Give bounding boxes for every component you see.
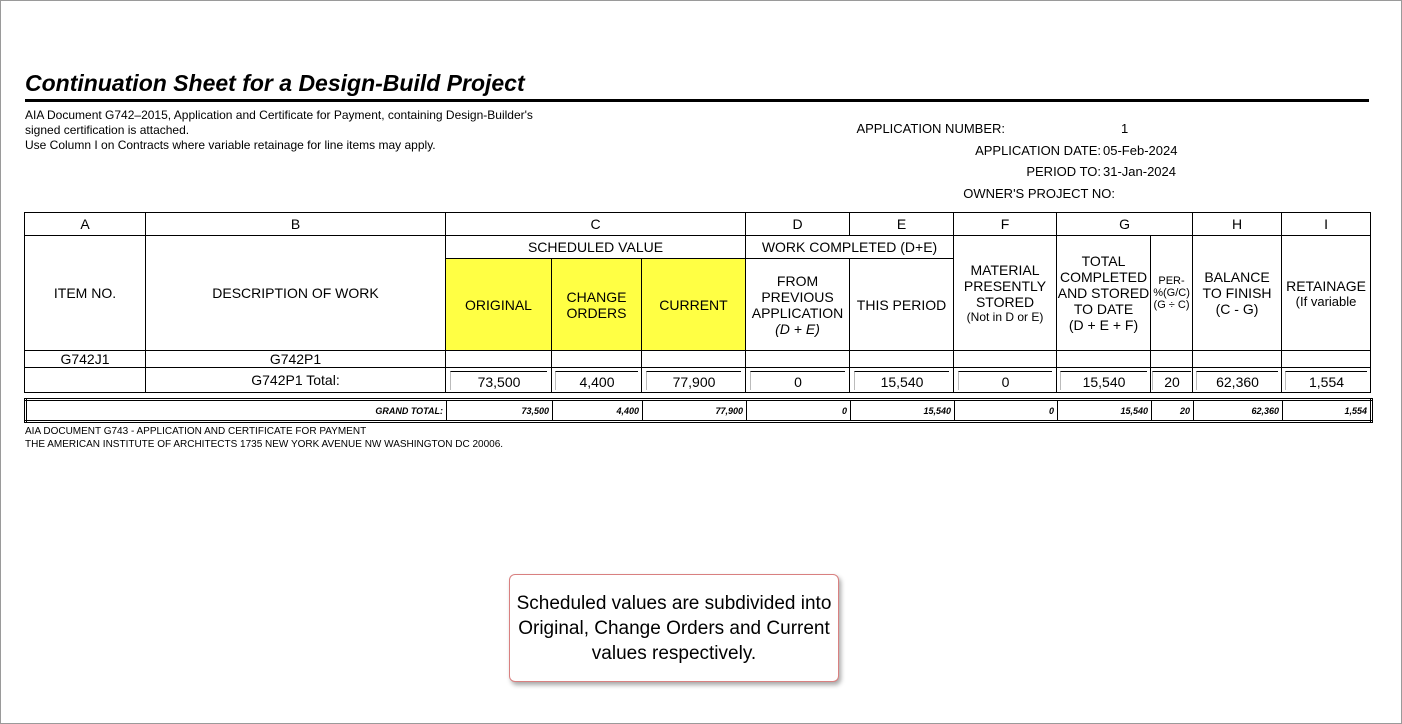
- col-letter-d: D: [746, 213, 850, 236]
- table-row-total: [25, 368, 1371, 393]
- application-number-label: APPLICATION NUMBER:: [856, 121, 1005, 136]
- row-description: G742P1: [146, 351, 446, 368]
- row-change-orders: 4,400: [555, 371, 638, 390]
- application-date-row: [881, 143, 1211, 165]
- retainage-line-1: RETAINAGE: [1286, 277, 1366, 294]
- header-total-completed: [1057, 236, 1151, 351]
- retainage-line-2: (If variable: [1295, 293, 1357, 309]
- row-total-completed: 15,540: [1060, 371, 1147, 390]
- application-date-label: APPLICATION DATE:: [975, 142, 1101, 158]
- row-balance: 62,360: [1196, 371, 1278, 390]
- intro-line-1: AIA Document G742–2015, Application and Certificate for Payment, containing Design-Builder's: [25, 108, 533, 122]
- header-current: CURRENT: [642, 259, 746, 351]
- grand-total-current: 77,900: [643, 400, 747, 422]
- row-current: 77,900: [646, 371, 742, 390]
- grand-total-label: GRAND TOTAL:: [26, 400, 447, 422]
- total-line-2: AND STORED: [1057, 285, 1150, 301]
- header-retainage: [1282, 236, 1371, 351]
- row-original: 73,500: [450, 371, 548, 390]
- column-letters-row: [25, 213, 1371, 236]
- page-title: Continuation Sheet for a Design-Build Project: [25, 69, 1369, 102]
- grand-total-from-previous: 0: [747, 400, 851, 422]
- header-this-period: THIS PERIOD: [850, 259, 954, 351]
- period-to-row: [881, 164, 1211, 186]
- total-line-0: TOTAL: [1081, 253, 1126, 269]
- col-letter-b: B: [146, 213, 446, 236]
- header-original: ORIGINAL: [446, 259, 552, 351]
- intro-text: [25, 108, 665, 153]
- footer-line-2: THE AMERICAN INSTITUTE OF ARCHITECTS 1735 NEW YORK AVENUE NW WASHINGTON DC 20006.: [25, 439, 504, 450]
- balance-line-3: (C - G): [1215, 301, 1259, 317]
- header-balance: [1193, 236, 1282, 351]
- col-letter-h: H: [1193, 213, 1282, 236]
- header-from-previous: [746, 259, 850, 351]
- percent-line-2: %(G/C): [1153, 287, 1190, 299]
- header-material-stored: [954, 236, 1057, 351]
- col-letter-f: F: [954, 213, 1057, 236]
- grand-total-row: [26, 400, 1372, 422]
- grand-total-completed: 15,540: [1058, 400, 1152, 422]
- header-scheduled-value: SCHEDULED VALUE: [446, 236, 746, 259]
- period-to-label: PERIOD TO:: [1026, 164, 1101, 179]
- header-work-completed: WORK COMPLETED (D+E): [746, 236, 954, 259]
- table-row: [25, 351, 1371, 368]
- row-material-stored: 0: [958, 371, 1053, 390]
- col-letter-i: I: [1282, 213, 1371, 236]
- period-to-value: 31-Jan-2024: [1103, 164, 1176, 179]
- grand-total-change-orders: 4,400: [553, 400, 643, 422]
- grand-total-percent: 20: [1152, 400, 1194, 422]
- row-total-label: G742P1 Total:: [146, 368, 446, 393]
- row-percent: 20: [1152, 371, 1191, 390]
- percent-line-3: (G ÷ C): [1153, 299, 1190, 311]
- row-item-no: G742J1: [25, 351, 146, 368]
- intro-line-3: Use Column I on Contracts where variable retainage for line items may apply.: [25, 138, 436, 152]
- grand-total-material-stored: 0: [955, 400, 1058, 422]
- footer-line-1: AIA DOCUMENT G743 - APPLICATION AND CERTIFICATE FOR PAYMENT: [25, 426, 367, 437]
- header-percent: [1151, 236, 1193, 351]
- col-letter-e: E: [850, 213, 954, 236]
- header-description: DESCRIPTION OF WORK: [146, 236, 446, 351]
- total-line-1: COMPLETED: [1059, 269, 1148, 285]
- owners-project-row: [881, 186, 1211, 208]
- grand-total-table: [24, 398, 1373, 423]
- total-line-3: TO DATE: [1073, 301, 1134, 317]
- header-change-orders: [552, 259, 642, 351]
- from-prev-line-2: PREVIOUS: [761, 288, 834, 305]
- continuation-table: [24, 212, 1371, 393]
- intro-line-2: signed certification is attached.: [25, 123, 190, 137]
- footer-text: [25, 425, 725, 451]
- header-item-no: ITEM NO.: [25, 236, 146, 351]
- material-line-1: MATERIAL: [970, 262, 1040, 278]
- material-line-2: PRESENTLY: [963, 278, 1047, 294]
- from-prev-line-1: FROM: [776, 272, 819, 289]
- percent-line-1: PER-: [1158, 275, 1185, 287]
- grand-total-balance: 62,360: [1194, 400, 1283, 422]
- callout-note: [509, 574, 839, 682]
- from-prev-line-3: APPLICATION: [751, 304, 844, 321]
- owners-project-label: OWNER'S PROJECT NO:: [963, 185, 1115, 201]
- from-prev-line-4: (D + E): [775, 320, 820, 337]
- group-header-row: [25, 236, 1371, 259]
- col-letter-g: G: [1057, 213, 1193, 236]
- grand-total-original: 73,500: [447, 400, 553, 422]
- material-line-3: STORED: [975, 294, 1035, 310]
- application-number-row: [856, 121, 1211, 143]
- grand-total-this-period: 15,540: [851, 400, 955, 422]
- col-letter-a: A: [25, 213, 146, 236]
- row-retainage: 1,554: [1285, 371, 1367, 390]
- change-orders-line-1: CHANGE: [566, 288, 627, 305]
- change-orders-line-2: ORDERS: [566, 304, 627, 321]
- material-line-4: (Not in D or E): [966, 310, 1044, 324]
- row-this-period: 15,540: [854, 371, 950, 390]
- grand-total-retainage: 1,554: [1283, 400, 1372, 422]
- row-from-previous: 0: [750, 371, 846, 390]
- application-number-value: 1: [1121, 121, 1129, 136]
- application-meta: [856, 121, 1211, 207]
- total-line-4: (D + E + F): [1068, 317, 1139, 333]
- balance-line-1: BALANCE: [1204, 269, 1270, 285]
- col-letter-c: C: [446, 213, 746, 236]
- callout-text: Scheduled values are subdivided into Original, Change Orders and Current values respectively.: [516, 592, 832, 664]
- application-date-value: 05-Feb-2024: [1103, 142, 1178, 158]
- balance-line-2: TO FINISH: [1202, 285, 1272, 301]
